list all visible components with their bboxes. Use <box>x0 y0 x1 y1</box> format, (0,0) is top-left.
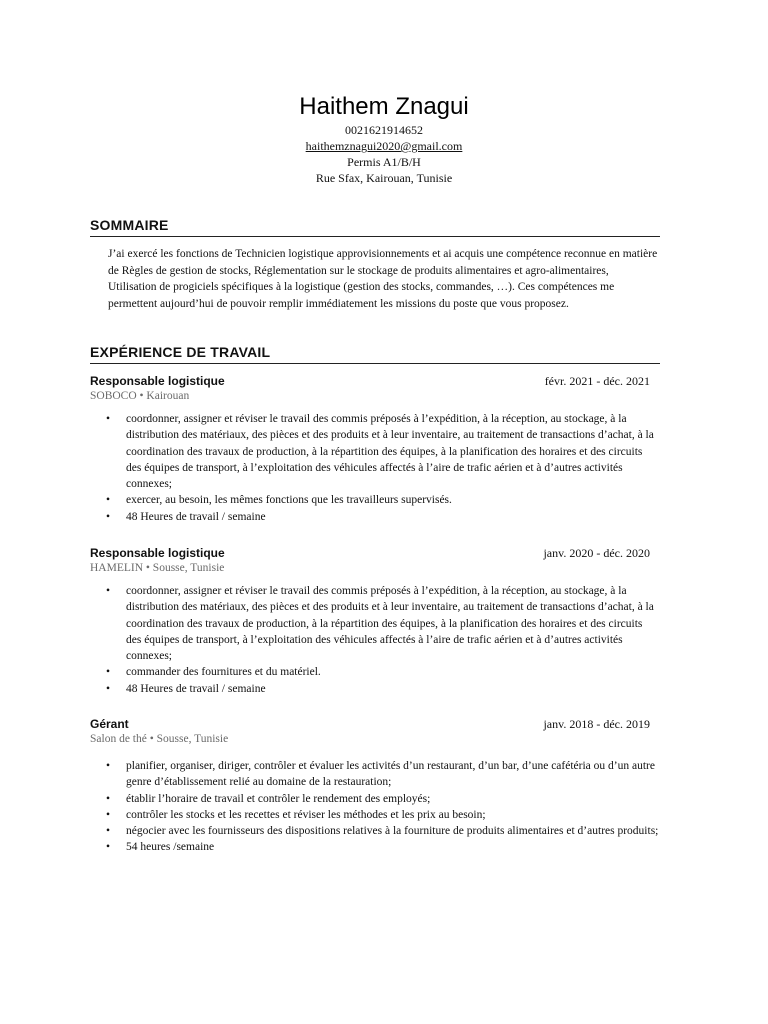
job-entry <box>90 545 660 697</box>
list-item <box>90 681 660 697</box>
bullet-icon: • <box>106 413 111 425</box>
list-item <box>90 509 660 525</box>
list-item <box>90 492 660 508</box>
duty-text: 48 Heures de travail / semaine <box>126 682 266 695</box>
address: Rue Sfax, Kairouan, Tunisie <box>315 171 453 185</box>
bullet-icon: • <box>106 585 111 597</box>
bullet-icon: • <box>106 666 111 679</box>
list-item <box>90 807 660 823</box>
job-employer: SOBOCO • Kairouan <box>90 390 190 402</box>
duty-text: planifier, organiser, diriger, contrôler et évaluer les activités d’un restaurant, d’un bar, d’une cafétéria ou d’un autre genre d’établissement relié au domaine de la restauration; <box>126 760 655 789</box>
summary-divider <box>90 236 660 237</box>
job-title: Responsable logistique <box>90 374 225 388</box>
job-header <box>90 373 660 389</box>
list-item <box>90 411 660 492</box>
job-dates: janv. 2018 - déc. 2019 <box>543 717 650 731</box>
job-duties-list <box>90 411 660 525</box>
job-duties-list <box>90 758 660 856</box>
experience-heading: EXPÉRIENCE DE TRAVAIL <box>90 344 271 360</box>
list-item <box>90 758 660 791</box>
list-item <box>90 664 660 680</box>
duty-text: 54 heures /semaine <box>126 841 215 854</box>
job-header <box>90 716 660 732</box>
duty-text: établir l’horaire de travail et contrôler le rendement des employés; <box>126 792 431 805</box>
email-link[interactable]: haithemznagui2020@gmail.com <box>305 139 463 153</box>
job-employer: Salon de thé • Sousse, Tunisie <box>90 733 229 745</box>
bullet-icon: • <box>106 494 111 507</box>
experience-divider <box>90 363 660 364</box>
job-title: Responsable logistique <box>90 546 225 560</box>
bullet-icon: • <box>106 792 111 805</box>
duty-text: exercer, au besoin, les mêmes fonctions que les travailleurs supervisés. <box>126 494 452 507</box>
duty-text: commander des fournitures et du matériel. <box>126 666 321 679</box>
driving-license: Permis A1/B/H <box>347 155 421 169</box>
bullet-icon: • <box>106 825 111 838</box>
duty-text: 48 Heures de travail / semaine <box>126 510 266 523</box>
duty-text: contrôler les stocks et les recettes et réviser les méthodes et les prix au besoin; <box>126 808 486 821</box>
bullet-icon: • <box>106 760 111 772</box>
resume-header <box>0 92 768 186</box>
bullet-icon: • <box>106 682 111 695</box>
job-dates: févr. 2021 - déc. 2021 <box>544 374 650 388</box>
job-entry <box>90 373 660 525</box>
list-item <box>90 823 660 839</box>
list-item <box>90 839 660 855</box>
job-dates: janv. 2020 - déc. 2020 <box>543 546 650 560</box>
bullet-icon: • <box>106 808 111 821</box>
job-entry <box>90 716 660 856</box>
job-header <box>90 545 660 561</box>
duty-text: négocier avec les fournisseurs des dispositions relatives à la fourniture de produits alimentaires et d’autres produits; <box>126 825 659 838</box>
summary-text: J’ai exercé les fonctions de Technicien logistique approvisionnements et ai acquis une compétence reconnue en matière de Règles de gestion de stocks, Réglementation sur le stockage de produits alimentaires et agro-alimentaires, Utilisation de progiciels spécifiques à la logistique (gestion des stocks, commandes, …). Ces compétences me permettent aujourd’hui de pouvoir remplir immédiatement les missions du poste que vous proposez. <box>108 248 658 310</box>
duty-text: coordonner, assigner et réviser le travail des commis préposés à l’expédition, à la réception, au stockage, à la distribution des matériaux, des pièces et des produits et à leur inventaire, au traitement de transactions d’achat, à la coordination des travaux de production, à la répartition des équipes, à la planification des horaires et des circuits des équipes de transport, à l’exploitation des véhicules affectés à l’aire de trafic aérien et à d’autres activités connexes; <box>126 585 654 663</box>
job-title: Gérant <box>90 717 129 731</box>
candidate-name: Haithem Znagui <box>299 93 469 120</box>
phone-number: 0021621914652 <box>345 123 423 137</box>
job-duties-list <box>90 583 660 697</box>
list-item <box>90 583 660 664</box>
job-employer: HAMELIN • Sousse, Tunisie <box>90 562 225 574</box>
list-item <box>90 791 660 807</box>
bullet-icon: • <box>106 510 111 523</box>
duty-text: coordonner, assigner et réviser le travail des commis préposés à l’expédition, à la réception, au stockage, à la distribution des matériaux, des pièces et des produits et à leur inventaire, au traitement de transactions d’achat, à la coordination des travaux de production, à la répartition des équipes, à la planification des horaires et des circuits des équipes de transport, à l’exploitation des véhicules affectés à l’aire de trafic aérien et à d’autres activités connexes; <box>126 413 654 491</box>
bullet-icon: • <box>106 841 111 854</box>
summary-heading: SOMMAIRE <box>90 217 169 233</box>
